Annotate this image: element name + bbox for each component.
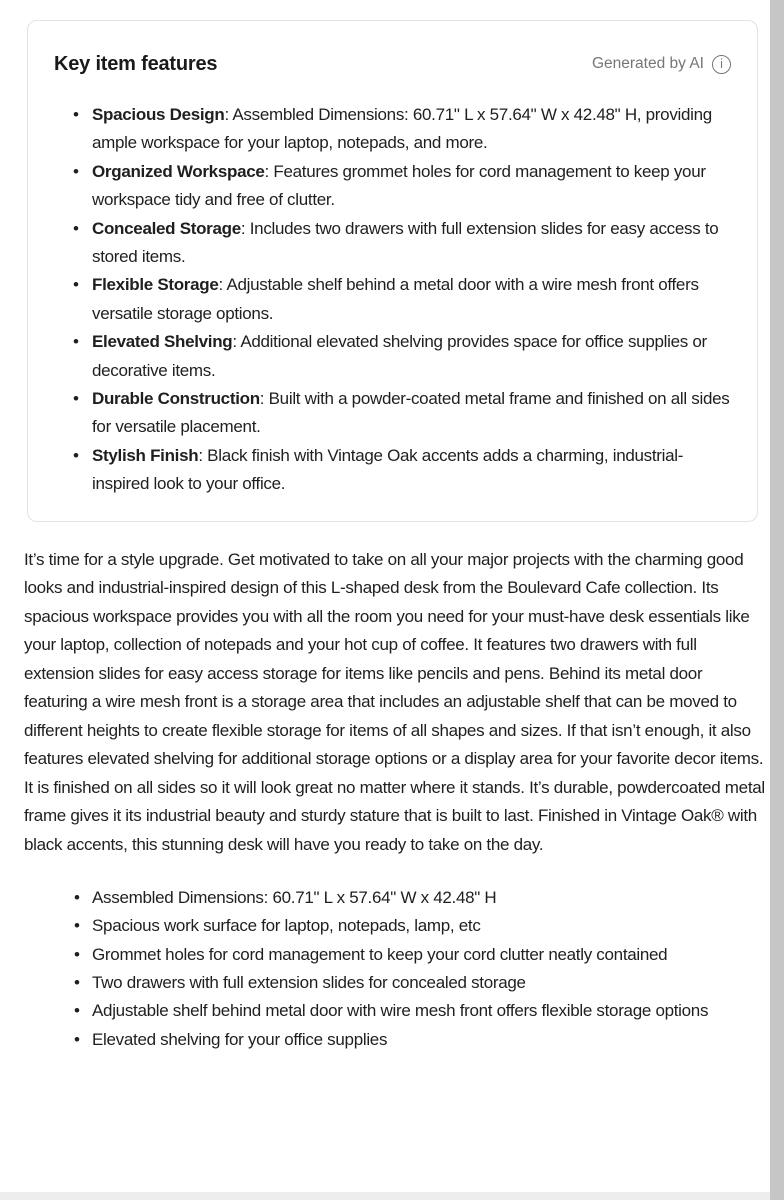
feature-text: : Adjustable shelf behind a metal door with a wire mesh front offers versatile storage options. [92, 275, 699, 323]
feature-text: : Assembled Dimensions: 60.71" L x 57.64" W x 42.48" H, providing ample workspace for your laptop, notepads, and more. [92, 105, 712, 153]
spec-list [0, 884, 770, 1054]
feature-text: : Additional elevated shelving provides space for office supplies or decorative items. [92, 332, 707, 380]
feature-label: Flexible Storage [92, 275, 219, 295]
card-header [54, 51, 731, 77]
info-icon[interactable]: i [712, 55, 731, 74]
scrollbar[interactable] [770, 0, 784, 1200]
feature-item [92, 271, 731, 328]
spec-item: • Elevated shelving for your office supplies [92, 1026, 747, 1054]
feature-label: Concealed Storage [92, 218, 241, 238]
feature-item [92, 442, 731, 499]
feature-text: : Features grommet holes for cord management to keep your workspace tidy and free of clutter. [92, 161, 706, 210]
feature-item [92, 215, 731, 272]
feature-text: : Built with a powder-coated metal frame and finished on all sides for versatile placement. [92, 389, 730, 437]
generated-by-ai-label: Generated by AI [591, 55, 704, 72]
key-features-list [54, 101, 731, 499]
feature-label: Elevated Shelving [92, 332, 233, 352]
feature-label: Spacious Design [92, 105, 225, 124]
feature-item [92, 328, 731, 385]
feature-label: Durable Construction [92, 389, 260, 409]
product-description: It’s time for a style upgrade. Get motivated to take on all your major projects with the charming good looks and industrial-inspired design of this L-shaped desk from the Boulevard Cafe collection. Its spacious workspace provides you with all the room you need for your must-have desk essentials like your laptop, collection of notepads and your hot cup of coffee. It features two drawers with full extension slides for easy access storage for items like pencils and pens. Behind its metal door featuring a wire mesh front is a storage area that includes an adjustable shelf that can be moved to different heights to create flexible storage for items of all shapes and sizes. If that isn’t enough, it also features elevated shelving for additional storage options or a display area for your favorite decor items. It is finished on all sides so it will look great no matter where it stands. It’s durable, powdercoated metal frame gives it its industrial beauty and sturdy stature that is built to last. Finished in Vintage Oak® with black accents, this stunning desk will have you ready to take on the day. [24, 549, 765, 854]
feature-label: Organized Workspace [92, 161, 265, 181]
feature-text: : Black finish with Vintage Oak accents adds a charming, industrial-inspired look to your office. [92, 445, 684, 494]
spec-item: • Grommet holes for cord management to keep your cord clutter neatly contained [92, 941, 747, 969]
feature-label: Stylish Finish [92, 445, 199, 465]
key-features-card [27, 20, 758, 522]
spec-item: • Two drawers with full extension slides for concealed storage [92, 969, 747, 997]
feature-item [92, 385, 731, 442]
spec-item: • Assembled Dimensions: 60.71" L x 57.64" W x 42.48" H [92, 884, 747, 912]
generated-by-ai-badge [592, 54, 731, 74]
feature-item [92, 158, 731, 215]
spec-item: • Adjustable shelf behind metal door with wire mesh front offers flexible storage options [92, 997, 747, 1025]
next-section-edge [0, 1192, 770, 1200]
feature-item [92, 101, 731, 158]
feature-text: : Includes two drawers with full extension slides for easy access to stored items. [92, 218, 719, 267]
card-title: Key item features [54, 53, 218, 75]
spec-item: • Spacious work surface for laptop, notepads, lamp, etc [92, 912, 747, 940]
